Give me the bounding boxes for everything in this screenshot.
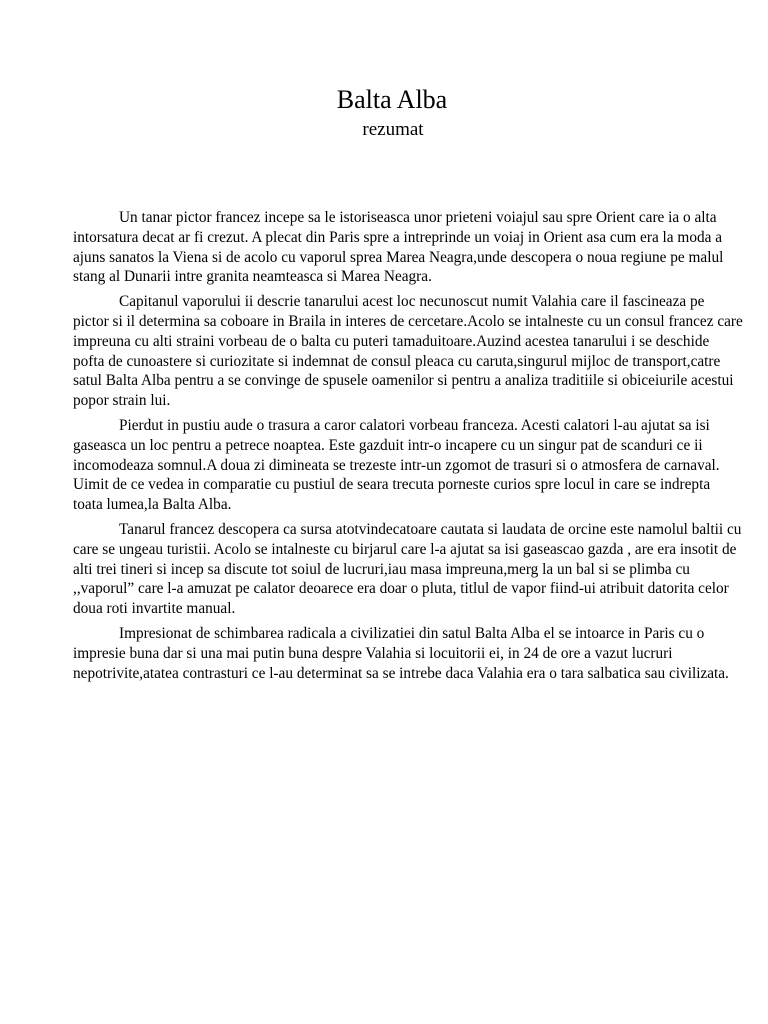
paragraph-2: Capitanul vaporului ii descrie tanarului acest loc necunoscut numit Valahia care il fascineaza pe pictor si il determina sa coboare in Braila in interes de cercetare.Acolo se intalneste cu un consul francez care impreuna cu alti straini vorbeau de o balta cu puteri tamaduitoare.Auzind acestea tanarului i se deschide pofta de cunoastere si curiozitate si indemnat de consul pleaca cu caruta,singurul mijloc de transport,catre satul Balta Alba pentru a se convinge de spusele oamenilor si pentru a analiza traditiile si obiceiurile acestui popor strain lui. bbox=[73, 293, 743, 410]
paragraph-3: Pierdut in pustiu aude o trasura a caror calatori vorbeau franceza. Acesti calatori l-au ajutat sa isi gaseasca un loc pentru a petrece noaptea. Este gazduit intr-o incapere cu un singur pat de scanduri ce ii incomodeaza somnul.A doua zi dimineata se trezeste intr-un zgomot de trasuri si o atmosfera de carnaval. Uimit de ce vedea in comparatie cu pustiul de seara trecuta porneste curios spre locul in care se indrepta toata lumea,la Balta Alba. bbox=[73, 416, 720, 514]
document-body bbox=[73, 208, 743, 688]
paragraph-4: Tanarul francez descopera ca sursa atotvindecatoare cautata si laudata de orcine este namolul baltii cu care se ungeau turistii. Acolo se intalneste cu birjarul care l-a ajutat sa isi gaseascao gazda , are era insotit de alti trei tineri si incep sa discute tot soiul de lucruri,iau masa impreuna,merg la un bal si se plimba cu ,,vaporul” care l-a amuzat pe calator deoarece era doar o pluta, titlul de vapor fiind-ui atribuit datorita celor doua roti invartite manual. bbox=[73, 520, 742, 618]
document-title: Balta Alba bbox=[336, 85, 448, 114]
document-subtitle: rezumat bbox=[362, 119, 424, 140]
paragraph-5: Impresionat de schimbarea radicala a civilizatiei din satul Balta Alba el se intoarce in Paris cu o impresie buna dar si una mai putin buna despre Valahia si locuitorii ei, in 24 de ore a vazut lucruri nepotrivite,atatea contrasturi ce l-au determinat sa se intrebe daca Valahia era o tara salbatica sau civilizata. bbox=[73, 624, 729, 682]
paragraph-1: Un tanar pictor francez incepe sa le istoriseasca unor prieteni voiajul sau spre Orient care ia o alta intorsatura decat ar fi crezut. A plecat din Paris spre a intreprinde un voiaj in Orient asa cum era la moda a ajuns sanatos la Viena si de acolo cu vaporul sprea Marea Neagra,unde descopera o noua regiune pe malul stang al Dunarii intre granita neamteasca si Marea Neagra. bbox=[73, 209, 724, 286]
